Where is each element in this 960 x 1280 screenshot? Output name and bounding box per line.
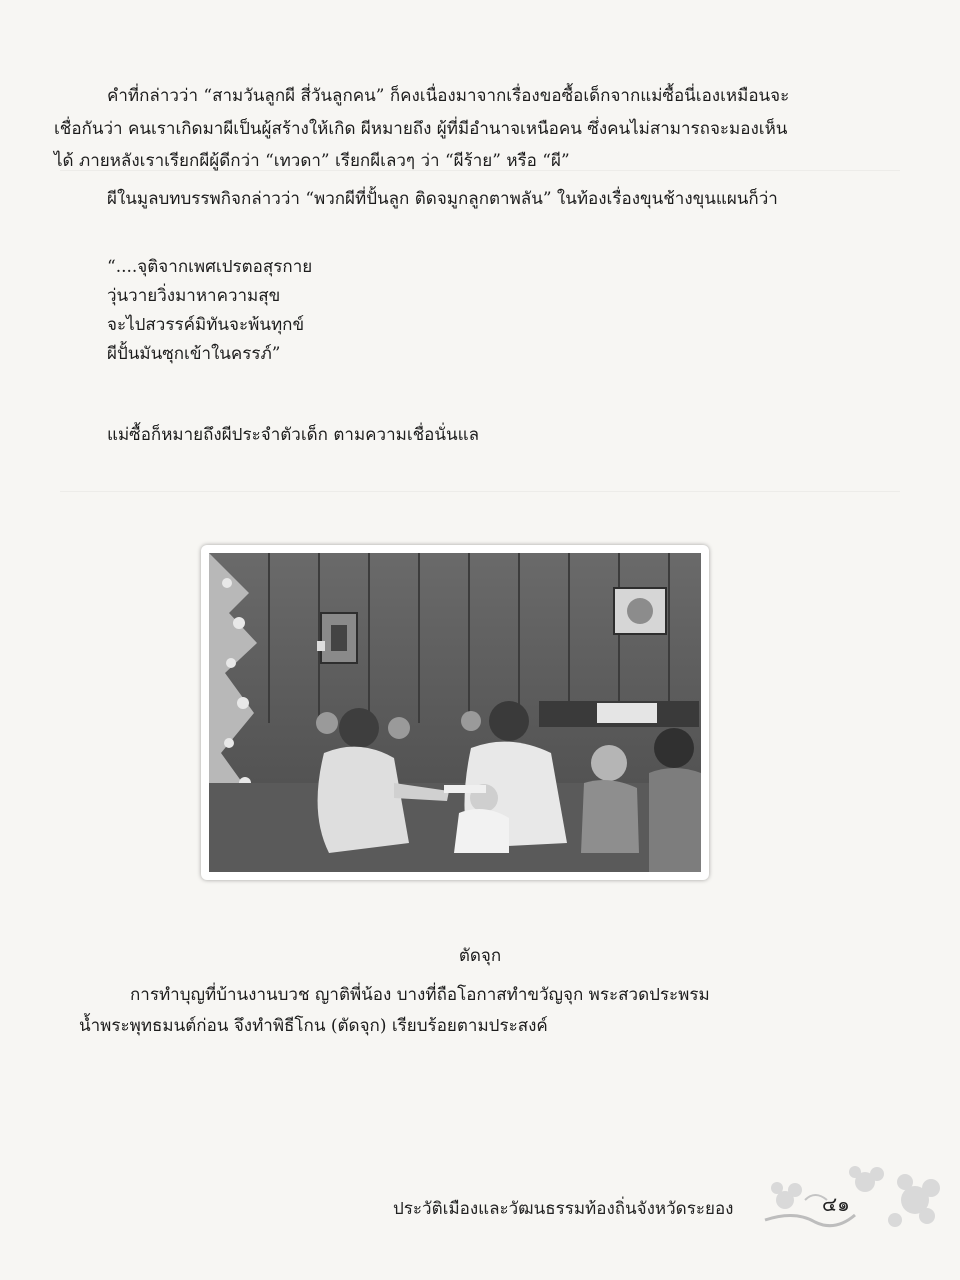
paragraph-1-line-1: คำที่กล่าวว่า “สามวันลูกผี สี่วันลูกคน” ก็คงเนื่องมาจากเรื่องขอซื้อเด็กจากแม่ซื้อนี่เองเหมือนจะ: [107, 86, 790, 106]
caption-title: ตัดจุก: [458, 946, 502, 966]
caption-line-1: การทำบุญที่บ้านงานบวช ญาติพี่น้อง บางที่ถือโอกาสทำขวัญจุก พระสวดประพรม: [130, 985, 710, 1005]
paragraph-2-line-1: ผีในมูลบทบรรพกิจกล่าวว่า “พวกผีที่ปั้นลูก ติดจมูกลูกตาพลัน” ในท้องเรื่องขุนช้างขุนแผนก็ว่า: [107, 189, 778, 209]
paragraph-1-line-3: ได้ ภายหลังเราเรียกผีผู้ดีกว่า “เทวดา” เรียกผีเลวๆ ว่า “ผีร้าย” หรือ “ผี”: [54, 151, 570, 171]
verse-line: จะไปสวรรค์มิทันจะพ้นทุกข์: [107, 315, 305, 335]
ceremony-photo-illustration: [209, 553, 701, 872]
book-title-footer: ประวัติเมืองและวัฒนธรรมท้องถิ่นจังหวัดระยอง: [393, 1199, 734, 1219]
caption-line-2: น้ำพระพุทธมนต์ก่อน จึงทำพิธีโกน (ตัดจุก) เรียบร้อยตามประสงค์: [79, 1016, 548, 1036]
verse-line: “....จุติจากเพศเปรตอสุรกาย: [107, 257, 313, 277]
paragraph-1-line-2: เชื่อกันว่า คนเราเกิดมาผีเป็นผู้สร้างให้เกิด ผีหมายถึง ผู้ที่มีอำนาจเหนือคน ซึ่งคนไม่สามารถจะมองเห็น: [54, 119, 788, 139]
verse-line: วุ่นวายวิ่งมาหาความสุข: [107, 286, 281, 306]
page-number: ๔๑: [822, 1192, 850, 1216]
verse-block: [107, 252, 312, 368]
floral-ornament: [755, 1160, 945, 1240]
verse-line: ผีปั้นมันซุกเข้าในครรภ์”: [107, 344, 281, 364]
ceremony-photo: [209, 553, 701, 872]
paragraph-3: แม่ซื้อก็หมายถึงผีประจำตัวเด็ก ตามความเชื่อนั่นแล: [107, 425, 480, 445]
photo-frame: [201, 545, 709, 880]
